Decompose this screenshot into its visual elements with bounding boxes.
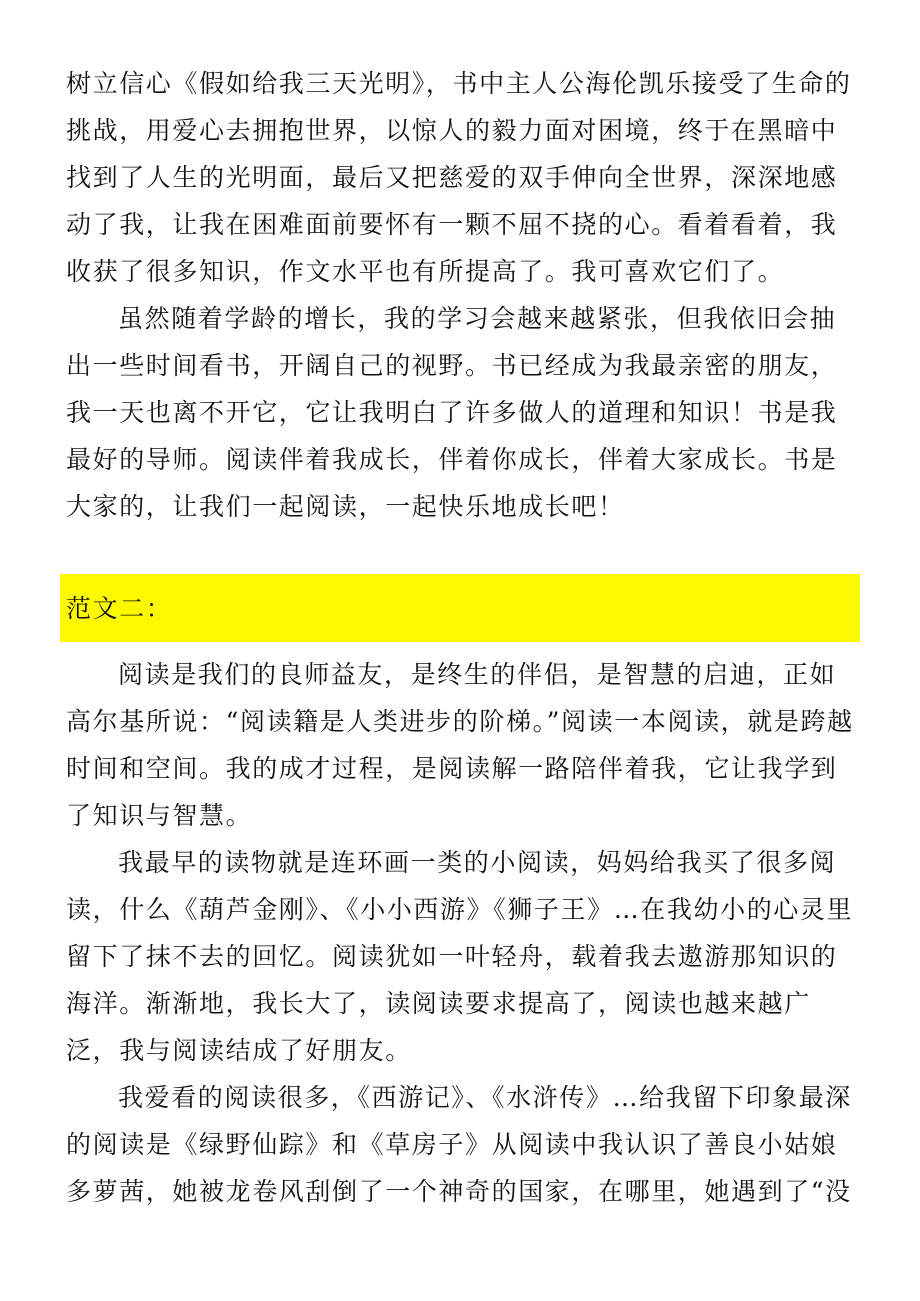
paragraph-favorite-books: 我爱看的阅读很多，《西游记》、《水浒传》…给我留下印象最深的阅读是《绿野仙踪》和《草房子》从阅读中我认识了善良小姑娘多萝茜，她被龙卷风刮倒了一个神奇的国家，在哪里，她遇到了“没 <box>66 1083 852 1206</box>
paragraph-helen-keller: 树立信心《假如给我三天光明》，书中主人公海伦凯乐接受了生命的挑战，用爱心去拥抱世界，以惊人的毅力面对困境，终于在黑暗中找到了人生的光明面，最后又把慈爱的双手伸向全世界，深深地感动了我，让我在困难面前要怀有一颗不屈不挠的心。看着看着，我收获了很多知识，作文水平也有所提高了。我可喜欢它们了。 <box>66 69 852 286</box>
section-heading: 范文二： <box>66 594 173 623</box>
paragraph-reading-growth: 虽然随着学龄的增长，我的学习会越来越紧张，但我依旧会抽出一些时间看书，开阔自己的视野。书已经成为我最亲密的朋友，我一天也离不开它，它让我明白了许多做人的道理和知识！书是我最好的导师。阅读伴着我成长，伴着你成长，伴着大家成长。书是大家的，让我们一起阅读，一起快乐地成长吧！ <box>66 304 838 521</box>
section-heading-highlight <box>60 574 860 642</box>
paragraph-early-reading: 我最早的读物就是连环画一类的小阅读，妈妈给我买了很多阅读，什么《葫芦金刚》、《小小西游》《狮子王》…在我幼小的心灵里留下了抹不去的回忆。阅读犹如一叶轻舟，载着我去遨游那知识的海洋。渐渐地，我长大了，读阅读要求提高了，阅读也越来越广泛，我与阅读结成了好朋友。 <box>66 848 854 1065</box>
paragraph-reading-friend: 阅读是我们的良师益友，是终生的伴侣，是智慧的启迪，正如高尔基所说：“阅读籍是人类进步的阶梯。”阅读一本阅读，就是跨越时间和空间。我的成才过程，是阅读解一路陪伴着我，它让我学到了知识与智慧。 <box>66 660 854 830</box>
